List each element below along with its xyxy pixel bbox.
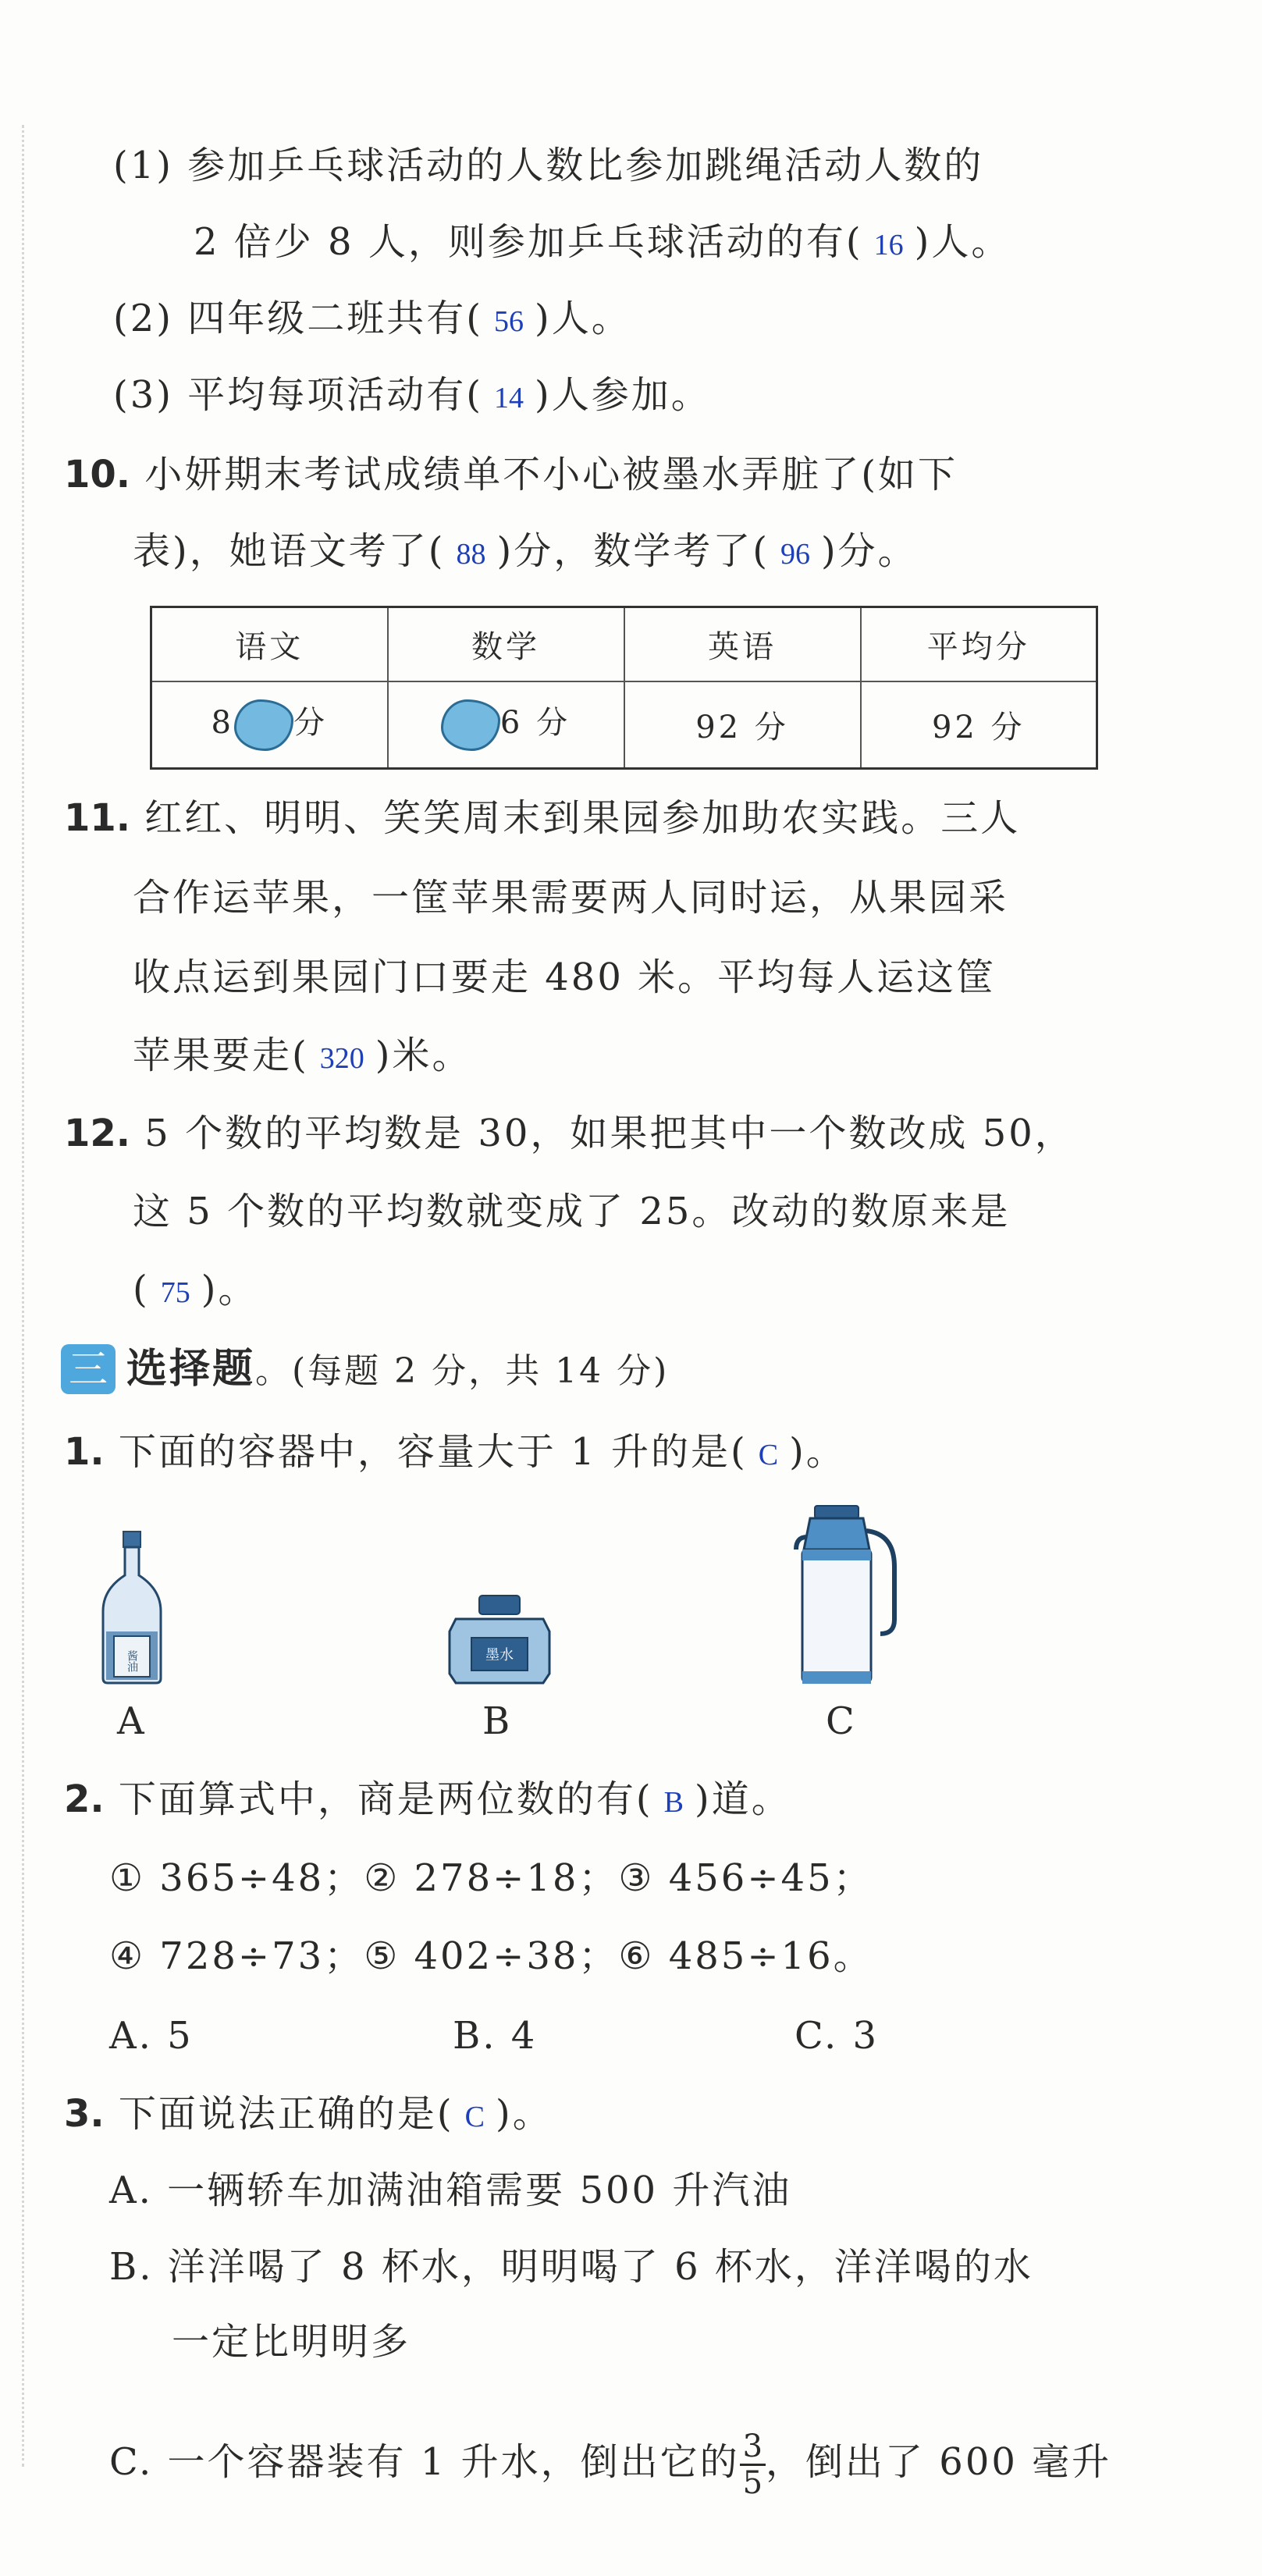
fraction-three-fifths: $\frac{3}{5}$ bbox=[740, 2429, 766, 2500]
score-table-value-row bbox=[151, 681, 1097, 769]
c1-answer: C bbox=[758, 1439, 779, 1471]
c2-option-a: A. 5 bbox=[109, 2014, 194, 2058]
q12-line1: 12. 5 个数的平均数是 30，如果把其中一个数改成 50， bbox=[64, 1112, 1075, 1155]
c1-question: 1. 下面的容器中，容量大于 1 升的是( C )。 bbox=[64, 1430, 846, 1474]
section-number-badge: 三 bbox=[61, 1344, 116, 1394]
q11-answer: 320 bbox=[319, 1042, 364, 1075]
q11-line4: 苹果要走( 320 )米。 bbox=[133, 1034, 472, 1077]
c3-option-b-line2: 一定比明明多 bbox=[172, 2320, 411, 2364]
score-table-header-row bbox=[151, 607, 1097, 681]
q9-sub1-answer: 16 bbox=[873, 229, 904, 262]
q12-line2: 这 5 个数的平均数就变成了 25。改动的数原来是 bbox=[133, 1190, 1011, 1233]
page-margin-line bbox=[22, 125, 24, 2467]
c2-number: 2. bbox=[64, 1777, 105, 1821]
c3-option-c: C. 一个容器装有 1 升水，倒出它的 $\frac{3}{5}$ ，倒出了 600 毫升 bbox=[109, 2428, 1112, 2501]
q10-line2: 表)，她语文考了( 88 )分，数学考了( 96 )分。 bbox=[133, 529, 918, 573]
score-table bbox=[150, 606, 1098, 770]
q9-sub1-line2: 2 倍少 8 人，则参加乒乓球活动的有( 16 )人。 bbox=[194, 220, 1011, 264]
c3-option-b-line1: B. 洋洋喝了 8 杯水，明明喝了 6 杯水，洋洋喝的水 bbox=[109, 2245, 1033, 2289]
q10-line1: 10. 小妍期末考试成绩单不小心被墨水弄脏了(如下 bbox=[64, 453, 958, 496]
bottle-label: 酱油 bbox=[126, 1650, 138, 1672]
header-average: 平均分 bbox=[861, 607, 1097, 681]
c1-label-b: B bbox=[482, 1699, 513, 1743]
c2-option-b: B. 4 bbox=[453, 2014, 538, 2058]
q9-sub2: (2) 四年级二班共有( 56 )人。 bbox=[113, 297, 631, 340]
q9-sub3-answer: 14 bbox=[493, 382, 524, 415]
ink-label: 墨水 bbox=[485, 1647, 514, 1663]
soy-sauce-bottle-icon bbox=[94, 1530, 172, 1686]
q12-number: 12. bbox=[64, 1112, 131, 1155]
q11-number: 11. bbox=[64, 796, 131, 840]
c3-number: 3. bbox=[64, 2092, 105, 2136]
ink-blot-icon bbox=[234, 699, 293, 751]
q11-line1: 11. 红红、明明、笑笑周末到果园参加助农实践。三人 bbox=[64, 796, 1021, 840]
c2-question: 2. 下面算式中，商是两位数的有( B )道。 bbox=[64, 1777, 791, 1821]
c1-label-a: A bbox=[117, 1699, 147, 1743]
q9-sub1-line1: (1) 参加乒乓球活动的人数比参加跳绳活动人数的 bbox=[113, 144, 984, 187]
c2-option-c: C. 3 bbox=[795, 2014, 880, 2058]
header-english: 英语 bbox=[624, 607, 861, 681]
c3-answer: C bbox=[464, 2101, 485, 2133]
ink-blot-icon bbox=[441, 699, 500, 751]
c3-option-a: A. 一辆轿车加满油箱需要 500 升汽油 bbox=[109, 2169, 792, 2212]
q12-answer: 75 bbox=[160, 1276, 190, 1309]
c3-question: 3. 下面说法正确的是( C )。 bbox=[64, 2092, 553, 2136]
cell-math: 6 分 bbox=[388, 681, 624, 769]
c1-label-c: C bbox=[826, 1699, 857, 1743]
q10-number: 10. bbox=[64, 453, 131, 496]
c2-expressions-row2: ④ 728÷73；⑤ 402÷38；⑥ 485÷16。 bbox=[109, 1934, 873, 1978]
thermos-icon bbox=[788, 1503, 905, 1694]
cell-english: 92 分 bbox=[624, 681, 861, 769]
cell-average: 92 分 bbox=[861, 681, 1097, 769]
q10-answer-math: 96 bbox=[780, 538, 810, 571]
q9-sub3: (3) 平均每项活动有( 14 )人参加。 bbox=[113, 373, 711, 417]
section-title: 选择题。(每题 2 分，共 14 分) bbox=[126, 1346, 670, 1393]
header-math: 数学 bbox=[388, 607, 624, 681]
q12-line3: ( 75 )。 bbox=[133, 1268, 258, 1311]
q10-answer-chinese: 88 bbox=[456, 538, 486, 571]
cell-chinese: 8 分 bbox=[151, 681, 388, 769]
c2-answer: B bbox=[663, 1786, 684, 1819]
c2-expressions-row1: ① 365÷48；② 278÷18；③ 456÷45； bbox=[109, 1856, 873, 1900]
c1-number: 1. bbox=[64, 1430, 105, 1474]
q9-sub2-answer: 56 bbox=[493, 305, 524, 338]
q11-line3: 收点运到果园门口要走 480 米。平均每人运这筐 bbox=[133, 955, 997, 999]
q11-line2: 合作运苹果，一筐苹果需要两人同时运，从果园采 bbox=[133, 876, 1009, 920]
header-chinese: 语文 bbox=[151, 607, 388, 681]
ink-bottle-icon bbox=[445, 1592, 554, 1686]
